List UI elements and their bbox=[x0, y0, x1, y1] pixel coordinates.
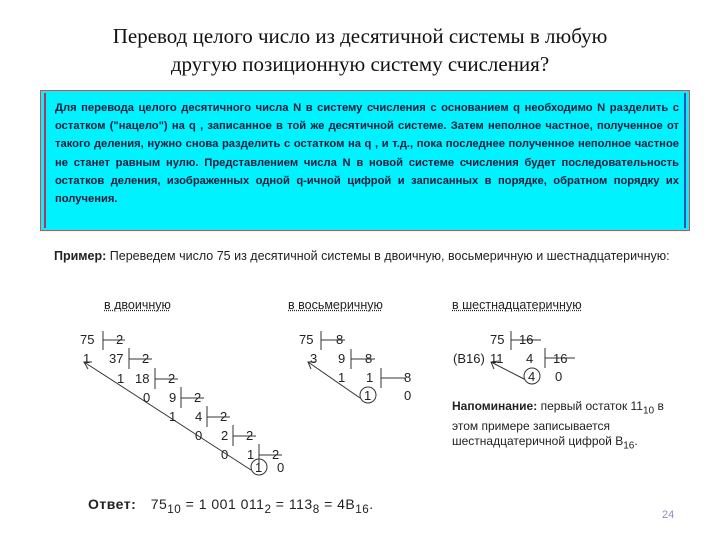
reminder-sub: 10 bbox=[642, 405, 655, 417]
answer-eq2: = 113 bbox=[271, 496, 313, 512]
bin-divisor-2: 2 bbox=[142, 351, 150, 366]
bin-remainder-2: 1 bbox=[117, 371, 125, 386]
rule-text: Для перевода целого десятичного числа N в систему счисления с основанием q необходимо N разделить с остатком ("нацело") на q , записанное в той же десятичной системе. Затем неполное частное, полученное от такого деления, нужно снова разделить с остатком на q , и т.д., пока последнее полученное неполное частное не станет равным нулю. Представлением числа N в новой системе счисления будет последовательность остатков деления, изображенных одной q-ичной цифрой и записанных в порядке, обратном порядку их получения. bbox=[55, 102, 679, 206]
oct-remainder-3-circled: 1 bbox=[364, 388, 372, 403]
hex-divisor-2: 16 bbox=[553, 351, 568, 366]
answer-v1: 75 bbox=[150, 496, 168, 512]
hex-remainder: 11 bbox=[490, 351, 504, 366]
hex-column-label: в шестнадцатеричную bbox=[452, 298, 582, 312]
reminder-label: Напоминание: bbox=[452, 399, 538, 413]
bin-remainder-7-circled: 1 bbox=[255, 460, 263, 475]
hex-quotient: 4 bbox=[526, 351, 534, 366]
bin-divisor-6: 2 bbox=[246, 428, 254, 443]
answer-s3: 8 bbox=[312, 502, 320, 516]
hex-quotient-circled: 4 bbox=[528, 369, 536, 384]
oct-final-quotient: 0 bbox=[404, 388, 412, 403]
bin-dividend-4: 9 bbox=[169, 390, 177, 405]
bin-remainder-4: 1 bbox=[169, 409, 177, 424]
reminder-tail-end: . bbox=[634, 434, 638, 449]
answer-s4: 16 bbox=[355, 502, 370, 516]
oct-dividend-2: 9 bbox=[338, 351, 346, 366]
answer-line bbox=[88, 496, 528, 516]
bin-divisor-3: 2 bbox=[168, 371, 176, 386]
bin-dividend-1: 75 bbox=[80, 332, 95, 347]
bin-divisor-7: 2 bbox=[272, 447, 280, 462]
oct-remainder-1: 3 bbox=[310, 351, 318, 366]
oct-divisor-2: 8 bbox=[365, 351, 373, 366]
answer-eq3: = 4B bbox=[319, 496, 356, 512]
reminder-text-after: в этом примере записывается шестнадцатеричной цифрой B bbox=[452, 399, 664, 449]
bin-divisor-1: 2 bbox=[116, 332, 124, 347]
oct-divisor-1: 8 bbox=[336, 332, 344, 347]
example-label: Пример: bbox=[54, 249, 107, 263]
bin-dividend-2: 37 bbox=[109, 351, 124, 366]
oct-divisor-3: 8 bbox=[404, 370, 412, 385]
binary-column-label: в двоичную bbox=[104, 298, 171, 312]
example-text: Переведем число 75 из десятичной системы в двоичную, восьмеричную и шестнадцатеричную: bbox=[109, 249, 670, 263]
oct-dividend-3: 1 bbox=[366, 370, 374, 385]
bin-remainder-5: 0 bbox=[195, 428, 203, 443]
oct-dividend-1: 75 bbox=[299, 332, 314, 347]
bin-final-quotient: 0 bbox=[277, 460, 285, 475]
title-line-1: Перевод целого число из десятичной системы в любую bbox=[112, 24, 608, 48]
answer-end: . bbox=[369, 496, 374, 512]
bin-dividend-6: 2 bbox=[221, 428, 229, 443]
bin-remainder-3: 0 bbox=[143, 390, 151, 405]
reminder-tail-sub: 16 bbox=[623, 440, 635, 452]
octal-column-label: в восьмеричную bbox=[288, 298, 383, 312]
page-number: 24 bbox=[662, 509, 675, 521]
bin-divisor-5: 2 bbox=[220, 409, 228, 424]
answer-s1: 10 bbox=[167, 502, 182, 516]
bin-dividend-7: 1 bbox=[247, 447, 255, 462]
hex-final-quotient: 0 bbox=[555, 369, 563, 384]
hex-remainder-label: (B16) bbox=[453, 351, 485, 366]
bin-dividend-5: 4 bbox=[195, 409, 203, 424]
answer-eq1: = 1 001 011 bbox=[181, 496, 265, 512]
title-line-2: другую позиционную систему счисления? bbox=[170, 52, 550, 76]
reminder-note bbox=[452, 399, 682, 454]
hex-dividend: 75 bbox=[490, 332, 505, 347]
bin-remainder-1: 1 bbox=[83, 351, 91, 366]
bin-divisor-4: 2 bbox=[194, 390, 202, 405]
reminder-text-before: первый остаток 11 bbox=[540, 399, 643, 413]
bin-remainder-6: 0 bbox=[221, 447, 229, 462]
answer-s2: 2 bbox=[264, 502, 272, 516]
answer-label: Ответ: bbox=[88, 496, 137, 512]
hex-divisor-1: 16 bbox=[519, 332, 534, 347]
oct-remainder-2: 1 bbox=[338, 370, 346, 385]
bin-dividend-3: 18 bbox=[135, 371, 150, 386]
